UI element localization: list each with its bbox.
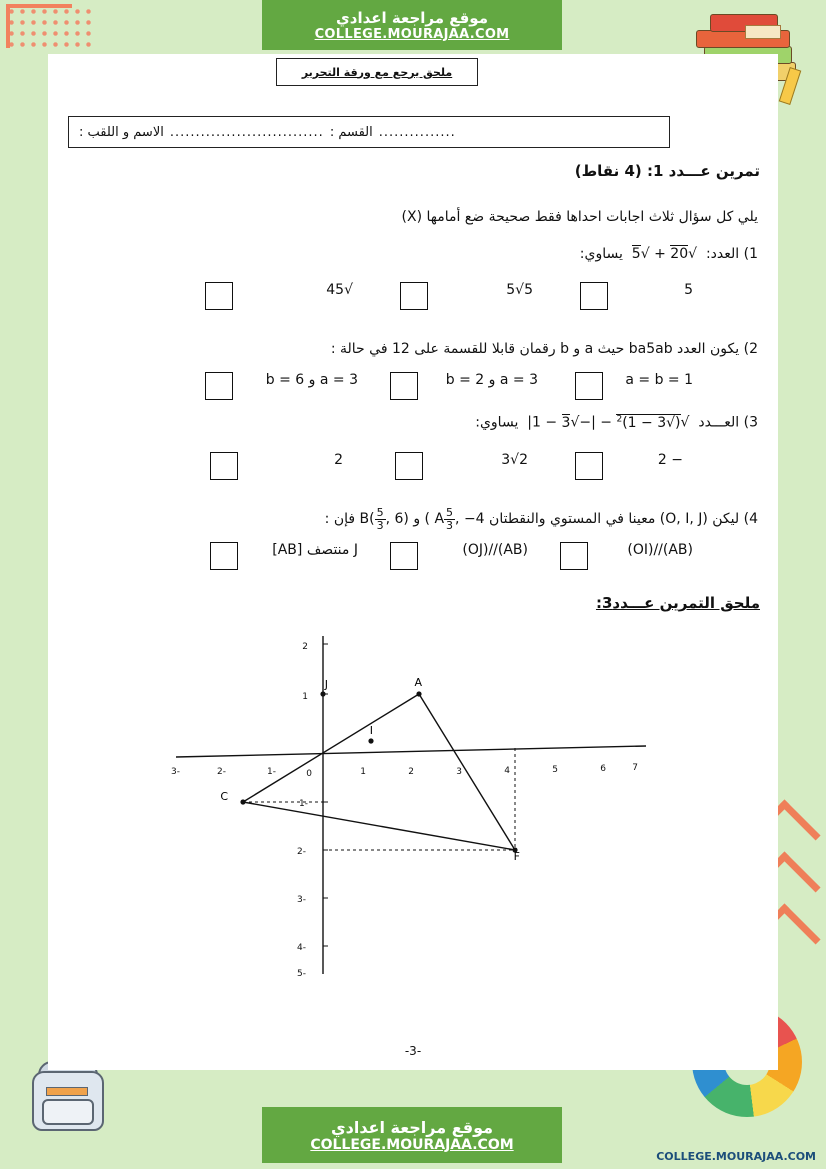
svg-text:-4: -4 — [297, 943, 306, 953]
option-3-3-label: 2 — [334, 452, 343, 468]
question-4-text: ليكن (O, I, J) معينا في المستوي والنقطتان A $\frac{5}{3}$, −4 ) و B( $\frac{5}{3}$, 6) فإن : — [324, 506, 740, 532]
name-dots: .............................. — [169, 124, 324, 140]
point-F-label: F — [513, 850, 520, 863]
question-1-expression: √20 + √5 — [631, 246, 702, 262]
site-banner-top — [262, 0, 562, 50]
option-4-3-label: J منتصف [AB] — [272, 542, 358, 558]
decorative-dots — [6, 6, 96, 52]
question-4-options — [48, 542, 778, 576]
svg-text:4: 4 — [504, 766, 510, 776]
site-banner-top-url: COLLEGE.MOURAJAA.COM — [314, 26, 510, 42]
option-1-3-checkbox[interactable] — [205, 282, 233, 310]
svg-text:-5: -5 — [297, 969, 306, 979]
svg-text:-3: -3 — [297, 895, 306, 905]
question-1-text-after: يساوي: — [579, 246, 623, 262]
site-banner-bottom-title: موقع مراجعة اعدادي — [330, 1117, 494, 1137]
option-2-3-checkbox[interactable] — [205, 372, 233, 400]
option-4-2-label: (AB)//(OJ) — [462, 542, 528, 558]
question-1-options — [48, 282, 778, 316]
decorative-bar-horizontal — [6, 4, 72, 8]
point-A-label: A — [414, 676, 422, 689]
svg-text:5: 5 — [552, 765, 558, 775]
decorative-bar-vertical — [6, 4, 10, 48]
site-banner-bottom — [262, 1107, 562, 1163]
identity-row — [68, 116, 670, 148]
question-3-options — [48, 452, 778, 486]
option-3-2-checkbox[interactable] — [395, 452, 423, 480]
question-3 — [475, 414, 758, 431]
annex-title: ملحق التمرين عـــدد3: — [595, 594, 760, 612]
question-3-text-after: يساوي: — [475, 414, 519, 431]
graph-svg — [168, 624, 658, 984]
svg-text:0: 0 — [306, 769, 312, 779]
question-2 — [331, 341, 758, 357]
option-1-2-label: 5√5 — [506, 282, 533, 298]
option-4-2-checkbox[interactable] — [390, 542, 418, 570]
svg-text:1: 1 — [302, 692, 308, 702]
question-3-number: 3) — [743, 414, 758, 431]
question-1-text-before: العدد: — [705, 246, 740, 262]
worksheet-sheet — [48, 54, 778, 1070]
option-2-3-label: a = 3 و b = 6 — [265, 372, 358, 388]
svg-text:2: 2 — [302, 642, 308, 652]
worksheet-content — [48, 54, 778, 1070]
svg-text:2: 2 — [408, 767, 414, 777]
page-number: -3- — [404, 1044, 422, 1058]
point-J — [320, 691, 325, 696]
option-2-2-label: a = 3 و b = 2 — [445, 372, 538, 388]
question-4-number: 4) — [743, 511, 758, 528]
option-3-2-label: 2√3 — [501, 452, 528, 468]
class-label: القسم : — [329, 124, 373, 140]
question-3-expression: $√(√3 - 1)^2 - |-√3 - 1|$ — [522, 414, 694, 431]
question-2-text: يكون العدد ba5ab حيث a و b رقمان قابلا للقسمة على 12 في حالة : — [330, 341, 740, 357]
option-1-1-label: 5 — [684, 282, 693, 298]
option-1-2-checkbox[interactable] — [400, 282, 428, 310]
class-dots: ............... — [378, 124, 456, 140]
exercise-instruction: يلي كل سؤال ثلاث اجابات احداها فقط صحيحة ضع أمامها (X) — [401, 209, 758, 225]
option-4-1-checkbox[interactable] — [560, 542, 588, 570]
svg-text:-2: -2 — [217, 767, 226, 777]
option-3-1-checkbox[interactable] — [575, 452, 603, 480]
option-2-2-checkbox[interactable] — [390, 372, 418, 400]
option-3-3-checkbox[interactable] — [210, 452, 238, 480]
question-3-text-before: العـــدد — [698, 414, 740, 431]
svg-text:-1: -1 — [267, 767, 276, 777]
exercise-title: تمرين عـــدد 1: (4 نقاط) — [574, 162, 760, 180]
coordinate-graph — [168, 624, 658, 984]
option-4-3-checkbox[interactable] — [210, 542, 238, 570]
option-1-3-label: √45 — [326, 282, 353, 298]
svg-text:1: 1 — [360, 767, 366, 777]
svg-text:-3: -3 — [171, 767, 180, 777]
point-I — [368, 738, 373, 743]
svg-text:3: 3 — [456, 767, 462, 777]
option-4-1-label: (AB)//(OI) — [627, 542, 693, 558]
svg-text:6: 6 — [600, 764, 606, 774]
question-1-number: 1) — [743, 246, 758, 262]
site-banner-bottom-url: COLLEGE.MOURAJAA.COM — [310, 1136, 514, 1153]
question-2-options — [48, 372, 778, 406]
x-tick-labels — [171, 763, 638, 779]
triangle-CAF — [243, 694, 515, 850]
option-2-1-label: a = b = 1 — [625, 372, 693, 388]
svg-text:7: 7 — [632, 763, 638, 773]
question-2-number: 2) — [743, 341, 758, 357]
dotted-guides — [243, 748, 515, 850]
point-C-label: C — [220, 790, 228, 803]
annex-note: ملحق يرجع مع ورقة التحرير — [276, 58, 478, 86]
svg-text:-1: -1 — [299, 799, 308, 809]
point-J-label: J — [324, 678, 328, 691]
name-label: الاسم و اللقب : — [79, 124, 164, 140]
option-1-1-checkbox[interactable] — [580, 282, 608, 310]
site-banner-top-title: موقع مراجعة اعدادي — [336, 8, 488, 27]
question-1 — [580, 246, 758, 262]
x-axis — [176, 746, 646, 757]
option-2-1-checkbox[interactable] — [575, 372, 603, 400]
point-I-label: I — [369, 724, 373, 737]
svg-text:-2: -2 — [297, 847, 306, 857]
corner-credit: COLLEGE.MOURAJAA.COM — [656, 1150, 816, 1163]
y-tick-labels — [297, 642, 308, 979]
question-4 — [325, 507, 758, 531]
option-3-1-label: − 2 — [657, 452, 683, 468]
